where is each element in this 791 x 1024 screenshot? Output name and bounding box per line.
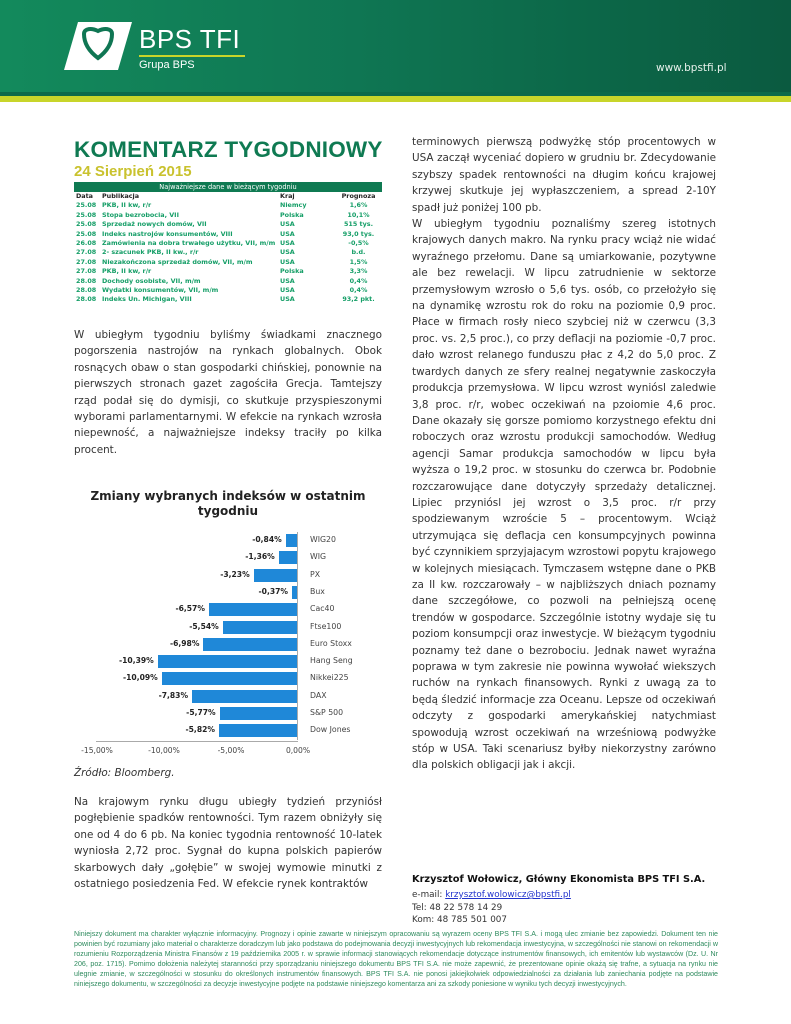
bar-category-label: WIG20 — [310, 535, 336, 544]
cell-date: 28.08 — [76, 295, 97, 304]
bar-value-label: -0,37% — [258, 586, 289, 596]
bar-category-label: DAX — [310, 690, 327, 700]
chart-bar — [254, 569, 297, 582]
chart-bar-row — [96, 705, 376, 722]
cell-forecast: 0,4% — [349, 285, 368, 294]
x-tick-label: -10,00% — [148, 746, 180, 755]
bar-category-label: Nikkei225 — [310, 673, 349, 683]
cell-publication: Niezakończona sprzedaż domów, VII, m/m — [102, 257, 253, 266]
chart-bar — [162, 672, 297, 685]
column-header-publication: Publikacja — [102, 192, 140, 200]
chart-bar — [209, 603, 297, 616]
website-link[interactable]: www.bpstfi.pl — [656, 62, 727, 74]
page-date: 24 Sierpień 2015 — [74, 163, 192, 180]
header-banner — [0, 0, 791, 96]
bar-value-label: -10,09% — [123, 673, 158, 683]
intro-paragraph: W ubiegłym tygodniu byliśmy świadkami znacznego pogorszenia nastrojów na rynkach globalnych. Obok rosnących obaw o stan gospodarki chińskiej, ponownie na pierwszych stronach gazet zagościła Grecja. Tamtejszy rząd podał się do dymisji, co skutkuje przyspieszonymi wyborami parlamentarnymi. W efekcie na rynkach wzrosła niepewność, a najważniejsze indeksy traciły po kilka procent. — [74, 329, 382, 456]
bar-category-label: Ftse100 — [310, 621, 342, 631]
author-phone: Tel: 48 22 578 14 29 — [412, 903, 503, 913]
x-tick-label: -5,00% — [217, 746, 245, 755]
cell-publication: Dochody osobiste, VII, m/m — [102, 276, 201, 285]
cell-forecast: b.d. — [351, 248, 366, 257]
cell-country: USA — [280, 276, 295, 285]
author-email-link[interactable]: krzysztof.wolowicz@bpstfi.pl — [445, 890, 571, 900]
table-row — [74, 295, 382, 304]
cell-date: 25.08 — [76, 201, 97, 210]
cell-country: Niemcy — [280, 201, 307, 210]
bar-category-label: PX — [310, 569, 321, 579]
cell-forecast: 93,0 tys. — [342, 229, 375, 238]
cell-date: 25.08 — [76, 229, 97, 238]
chart-bar-row — [96, 567, 376, 584]
bar-category-label: WIG — [310, 552, 327, 562]
page-title: KOMENTARZ TYGODNIOWY — [74, 137, 383, 162]
table-row — [74, 230, 382, 239]
bar-value-label: -5,82% — [185, 725, 215, 735]
chart-bar-row — [96, 532, 376, 549]
author-signature: Krzysztof Wołowicz, Główny Ekonomista BPS TFI S.A. — [412, 874, 706, 885]
chart-bar — [203, 638, 297, 651]
bar-value-label: -1,36% — [245, 552, 275, 562]
chart-bar-row — [96, 722, 376, 739]
debt-market-paragraph: Na krajowym rynku długu ubiegły tydzień przyniósł pogłębienie spadków rentowności. Tym razem obniżyły się one od 4 do 6 pb. Na koniec tygodnia rentowność 10-latek wyniosła 2,72 proc. Sygnał do kupna polskich papierów skarbowych dały „gołębie” w swojej wymowie minutki z ostatniego posiedzenia Fed. W efekcie rynek kontraktów — [74, 796, 382, 891]
table-row — [74, 239, 382, 248]
table-row — [74, 248, 382, 257]
table-row — [74, 220, 382, 229]
author-email-line — [412, 889, 571, 901]
bar-value-label: -6,57% — [175, 604, 205, 614]
cell-date: 26.08 — [76, 238, 97, 247]
chart-bar — [219, 724, 297, 737]
chart-source: Źródło: Bloomberg. — [74, 767, 175, 779]
bar-value-label: -5,77% — [186, 708, 216, 717]
column-header-country: Kraj — [280, 192, 295, 200]
bar-value-label: -10,39% — [118, 656, 154, 666]
cell-country: USA — [280, 285, 295, 294]
cell-date: 27.08 — [76, 267, 97, 276]
cell-forecast: 0,4% — [349, 276, 368, 285]
cell-date: 25.08 — [76, 220, 97, 229]
bar-value-label: -7,83% — [158, 690, 189, 700]
cell-date: 25.08 — [76, 210, 97, 219]
cell-publication: PKB, II kw, r/r — [102, 201, 152, 210]
bar-value-label: -5,54% — [189, 621, 219, 631]
bar-value-label: -6,98% — [169, 638, 200, 648]
table-caption: Najważniejsze dane w bieżącym tygodniu — [74, 182, 382, 192]
bar-category-label: Dow Jones — [310, 725, 351, 735]
cell-country: USA — [280, 257, 295, 266]
rates-paragraph: terminowych pierwszą podwyżkę stóp procentowych w USA zaczął wyceniać dopiero w grudniu br. Zdecydowanie szybszy spadek rentowności na długim końcu krajowej krzywej skutkuje jej wypłaszczeniem, a spread 2-10Y spadł już poniżej 100 pb. — [412, 136, 716, 214]
table-row — [74, 277, 382, 286]
chart-bar — [220, 707, 297, 720]
bar-category-label: Bux — [310, 586, 325, 596]
bar-chart — [96, 532, 376, 742]
table-header-row — [74, 192, 382, 201]
column-header-date: Data — [76, 192, 93, 200]
chart-bar-row — [96, 549, 376, 566]
chart-bar — [192, 690, 297, 703]
cell-date: 28.08 — [76, 285, 97, 294]
cell-date: 27.08 — [76, 257, 97, 266]
brand-underline — [139, 55, 245, 57]
cell-publication: Indeks Un. Michigan, VIII — [102, 295, 192, 304]
cell-country: USA — [280, 220, 295, 229]
bar-category-label: S&P 500 — [310, 708, 344, 717]
chart-title: Zmiany wybranych indeksów w ostatnim tygodniu — [90, 489, 366, 518]
cell-forecast: 515 tys. — [343, 220, 374, 229]
chart-bar-row — [96, 584, 376, 601]
brand-name: BPS TFI — [139, 24, 241, 54]
macro-paragraph: W ubiegłym tygodniu poznaliśmy szereg istotnych krajowych danych makro. Na rynku pracy wciąż nie widać wyraźnego przełomu. Dane są umiarkowanie, pozytywne ale bez rewelacji. W lipcu zatrudnienie w sektorze przemysłowym wzrosło o 5,6 tys. osób, co przełożyło się na dynamikę wzrostu rok do roku na poziomie 0,9 proc. Płace w firmach rosły nieco szybciej niż w czerwcu (3,3 proc. vs. 2,5 proc.), co przy deflacji na poziomie -0,7 proc. dało wzrost relanego funduszu płac z 4,2 do 5,0 proc. Z twardych danych ze sfery realnej negatywnie zaskoczyła produkcja przemysłowa. W lipcu wzrost wyniósl zaledwie 3,8 proc. r/r, wobec oczekiwań na pzoiomie 4,6 proc. Dane okazały się gorsze pomiomo korzystnego efektu dni roboczych oraz wzrostu produkcji samochodów. Według agencji Samar produkcja samochodów w lipcu była wyższa o 19,2 proc. w stosunku do czerwca br. Podobnie rozczarowujące dane dotyczyły sprzedaży detalicznej. Lipiec przyniósl jej wzrost o 3,5 proc. r/r przy spodziewanym wzroście 5 – procentowym. Wciąż utrzymująca się deflacja cen konsumpcyjnych powinna być czynnikiem sprzyjajacym wzrostowi popytu krajowego w kolejnych miesiącach. Tymczasem wstępne dane o PKB za II kw. rozczarowały – w najbliższych dniach poznamy dane szczegółowe, co pozwoli na pełniejszą ocenę trendów w gospodarce. Szczególnie istotny wydaje się tu poziom konsumpcji oraz inwestycje. W bieżącym tygodniu poznamy też dane o bezrobociu. Jednak nawet wyraźna poprawa w tym zakresie nie powinna wywołać wiekszych ruchów na rynkach finansowych. Rynki z uwagą za to będą śledzić informacje zza Oceanu. Lepsze od oczekiwań odczyty z gospodarki amerykańskiej natychmiast spowodują wzrost oczekiwań na wrześniową podwyżke stóp w USA. Taki scenariusz byłby niekorzystny zarówno dla polskich obligacji jak i akcji. — [412, 218, 716, 772]
chart-bar — [158, 655, 297, 668]
cell-publication: Zamówienia na dobra trwałego użytku, VII, m/m — [102, 238, 276, 247]
bar-value-label: -3,23% — [220, 569, 250, 579]
cell-country: USA — [280, 295, 295, 304]
bar-category-label: Euro Stoxx — [310, 638, 352, 648]
table-row — [74, 201, 382, 210]
chart-bar-row — [96, 636, 376, 653]
cell-country: Polska — [280, 210, 304, 219]
chart-bar — [286, 534, 297, 547]
cell-country: USA — [280, 229, 295, 238]
cell-forecast: 1,5% — [349, 257, 368, 266]
cell-forecast: -0,5% — [348, 238, 369, 247]
cell-publication: Stopa bezrobocia, VII — [102, 210, 179, 219]
chart-bar-row — [96, 601, 376, 618]
cell-forecast: 10,1% — [347, 210, 370, 219]
table-row — [74, 211, 382, 220]
x-tick-label: -15,00% — [81, 746, 113, 755]
cell-publication: Indeks nastrojów konsumentów, VIII — [102, 229, 233, 238]
cell-publication: Wydatki konsumentów, VII, m/m — [102, 285, 219, 294]
cell-date: 28.08 — [76, 276, 97, 285]
chart-bar-row — [96, 653, 376, 670]
bar-category-label: Cac40 — [310, 604, 335, 614]
brand-subtitle: Grupa BPS — [139, 59, 195, 71]
legal-disclaimer: Niniejszy dokument ma charakter wyłącznie informacyjny. Prognozy i opinie zawarte w niniejszym opracowaniu są wyrazem oceny BPS TFI S.A. i mogą ulec zmianie bez zapowiedzi. Dokument ten nie powinien być rozumiany jako materiał o charakterze doradczym lub jako podstawa do podejmowania decyzji inwestycyjnych lub rekomendacja inwestycyjna, w szczególności nie stanowi on rekomendacji w rozumieniu Rozporządzenia Ministra Finansów z 19 października 2005 r. w sprawie informacji stanowiących rekomendacje dotyczące instrumentów finansowych, ich emitentów lub wystawców (Dz. U. Nr 206, poz. 1715). Pomimo dołożenia należytej staranności przy sporządzaniu niniejszego dokumentu BPS TFI S.A. nie może zapewnić, że prezentowane opinie okażą się trafne, a sytuacja na rynku nie ulegnie zmianie, w szczególności w stosunku do określonych instrumentów finansowych. BPS TFI S.A. nie ponosi jakiejkolwiek odpowiedzialności za działania lub zaniechania podjęte na podstawie niniejszego dokumentu, w szczególności za decyzje inwestycyjne podjęte na podstawie niniejszego komentarza ani za szkody poniesione w wyniku tych decyzji inwestycyjnych. — [74, 930, 718, 989]
cell-publication: 2- szacunek PKB, II kw., r/r — [102, 248, 199, 257]
cell-date: 27.08 — [76, 248, 97, 257]
chart-bar — [279, 551, 297, 564]
bar-value-label: -0,84% — [252, 535, 282, 544]
cell-forecast: 1,6% — [349, 201, 368, 210]
chart-bar-row — [96, 688, 376, 705]
bps-logo-icon — [64, 22, 132, 70]
chart-bar — [292, 586, 297, 599]
cell-forecast: 93,2 pkt. — [342, 295, 375, 304]
cell-publication: PKB, II kw, r/r — [102, 267, 152, 276]
chart-bar-row — [96, 619, 376, 636]
right-column-text — [412, 134, 716, 774]
cell-country: USA — [280, 248, 295, 257]
cell-country: USA — [280, 238, 295, 247]
cell-forecast: 3,3% — [349, 267, 368, 276]
cell-publication: Sprzedaż nowych domów, VII — [102, 220, 207, 229]
chart-x-axis — [96, 741, 298, 742]
chart-bar — [223, 621, 297, 634]
table-row — [74, 258, 382, 267]
macro-calendar-table — [74, 182, 382, 305]
chart-bar-row — [96, 670, 376, 687]
author-mobile: Kom: 48 785 501 007 — [412, 915, 507, 925]
banner-accent-stripe — [0, 96, 791, 102]
email-label: e-mail: — [412, 890, 446, 900]
table-row — [74, 267, 382, 276]
column-header-forecast: Prognoza — [341, 192, 376, 200]
table-row — [74, 286, 382, 295]
cell-country: Polska — [280, 267, 304, 276]
bar-category-label: Hang Seng — [310, 656, 353, 666]
x-tick-label: 0,00% — [285, 746, 311, 755]
